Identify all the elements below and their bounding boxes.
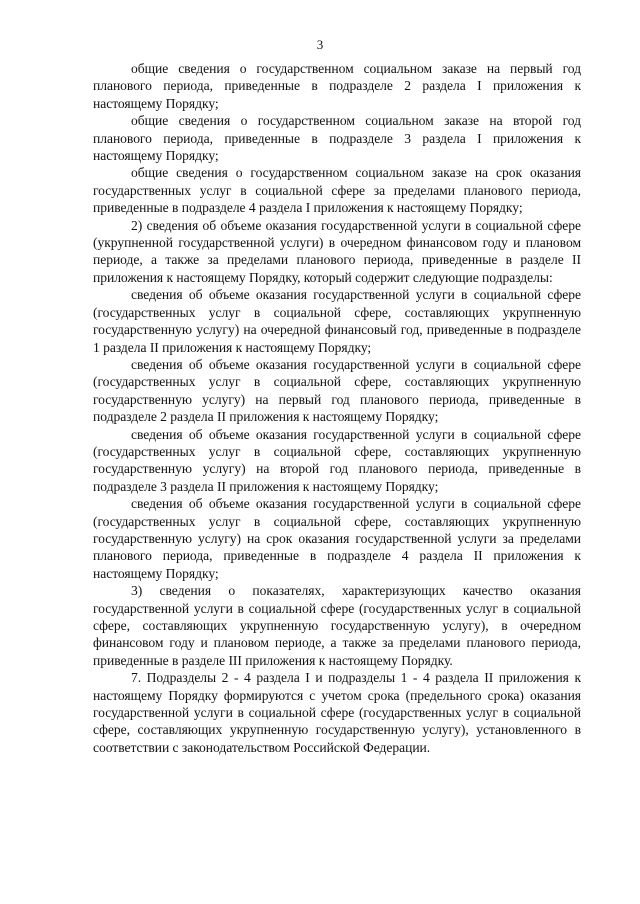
paragraph: 2) сведения об объеме оказания государственной услуги в социальной сфере (укрупненной государственной услуги) в очередном финансовом году и плановом периоде, а также за пределами планового периода, приведенные в разделе II приложения к настоящему Порядку, который содержит следующие подразделы: [93, 217, 581, 285]
paragraph: 7. Подразделы 2 - 4 раздела I и подразделы 1 - 4 раздела II приложения к настоящему Порядку формируются с учетом срока (предельного срока) оказания государственной услуги в социальной сфере (государственных услуг в социальной сфере, составляющих укрупненную государственную услугу), установленного в соответствии с законодательством Российской Федерации. [93, 670, 581, 755]
paragraph: сведения об объеме оказания государственной услуги в социальной сфере (государственных услуг в социальной сфере, составляющих укрупненную государственную услугу) на второй год планового периода, приведенные в подразделе 3 раздела II приложения к настоящему Порядку; [93, 426, 581, 494]
page-number: 3 [316, 37, 324, 52]
document-body [93, 60, 581, 756]
paragraph: общие сведения о государственном социальном заказе на второй год планового периода, приведенные в подразделе 3 раздела I приложения к настоящему Порядку; [93, 113, 581, 164]
paragraph: общие сведения о государственном социальном заказе на первый год планового периода, приведенные в подразделе 2 раздела I приложения к настоящему Порядку; [93, 61, 581, 111]
paragraph: сведения об объеме оказания государственной услуги в социальной сфере (государственных услуг в социальной сфере, составляющих укрупненную государственную услугу) на срок оказания государственной услуги за пределами планового периода, приведенные в подразделе 4 раздела II приложения к настоящему Порядку; [93, 496, 581, 581]
paragraph: общие сведения о государственном социальном заказе на срок оказания государственных услуг в социальной сфере за пределами планового периода, приведенные в подразделе 4 раздела I приложения к настоящему Порядку; [93, 165, 581, 216]
paragraph: 3) сведения о показателях, характеризующих качество оказания государственной услуги в социальной сфере (государственных услуг в социальной сфере, составляющих укрупненную государственную услугу), в очередном финансовом году и плановом периоде, а также за пределами планового периода, приведенные в разделе III приложения к настоящему Порядку. [93, 583, 581, 668]
paragraph: сведения об объеме оказания государственной услуги в социальной сфере (государственных услуг в социальной сфере, составляющих укрупненную государственную услугу) на очередной финансовый год, приведенные в подразделе 1 раздела II приложения к настоящему Порядку; [93, 287, 581, 355]
paragraph: сведения об объеме оказания государственной услуги в социальной сфере (государственных услуг в социальной сфере, составляющих укрупненную государственную услугу) на первый год планового периода, приведенные в подразделе 2 раздела II приложения к настоящему Порядку; [93, 356, 581, 425]
